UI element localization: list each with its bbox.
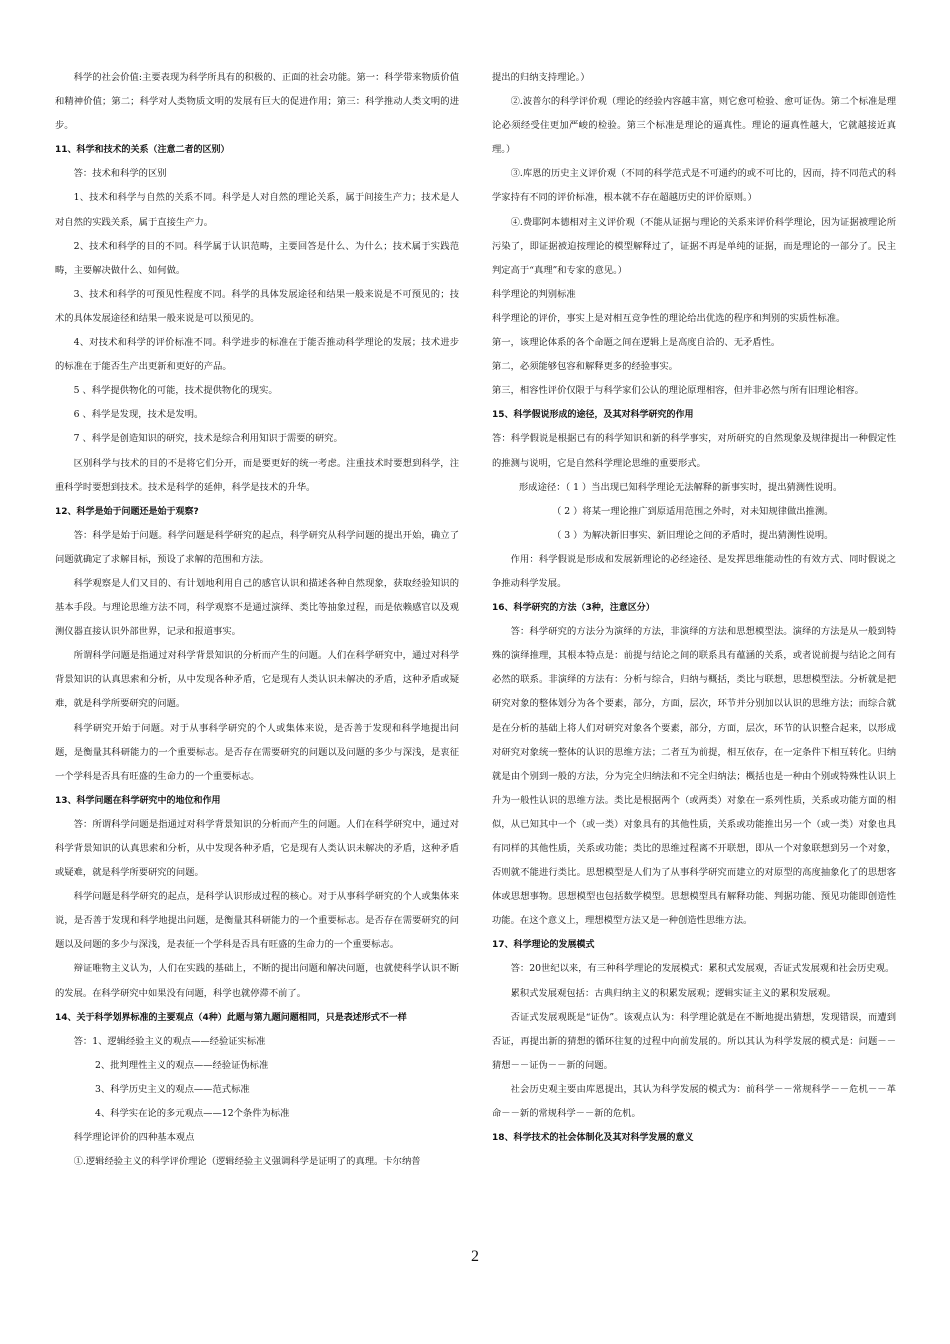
section-heading: 15、科学假说形成的途径，及其对科学研究的作用 bbox=[492, 410, 694, 421]
paragraph: （ 2 ）将某一理论推广到原适用范围之外时，对未知规律做出推测。 bbox=[552, 505, 834, 517]
section-heading: 11、科学和技术的关系（注意二者的区别） bbox=[55, 145, 230, 156]
paragraph: 3、技术和科学的可预见性程度不同。科学的具体发展途径和结果一般来说是不可预见的；技术的具体发展途径和结果一般来说是可以预见的。 bbox=[55, 288, 459, 324]
paragraph: 4、对技术和科学的评价标准不同。科学进步的标准在于能否推动科学理论的发展；技术进步的标准在于能否生产出更新和更好的产品。 bbox=[55, 337, 459, 373]
paragraph: 7 、科学是创造知识的研究，技术是综合利用知识于需要的研究。 bbox=[73, 433, 343, 445]
paragraph: 3、科学历史主义的观点——范式标准 bbox=[95, 1083, 250, 1095]
section-heading: 12、科学是始于问题还是始于观察? bbox=[55, 506, 199, 517]
paragraph: 第三，相容性评价仅限于与科学家们公认的理论原理相容，但并非必然与所有旧理论相容。 bbox=[492, 385, 864, 397]
paragraph: ①.逻辑经验主义的科学评价理论（逻辑经验主义强调科学是证明了的真理。卡尔纳普 bbox=[73, 1156, 421, 1168]
paragraph: 5 、科学提供物化的可能，技术提供物化的现实。 bbox=[73, 385, 278, 397]
paragraph: 答：科学是始于问题。科学问题是科学研究的起点，科学研究从科学问题的提出开始，确立了问题就确定了求解目标，预设了求解的范围和方法。 bbox=[55, 529, 459, 565]
section-heading: 16、科学研究的方法（3种，注意区分） bbox=[492, 603, 655, 614]
paragraph: 1、技术和科学与自然的关系不同。科学是人对自然的理论关系，属于间接生产力；技术是人对自然的实践关系，属于直接生产力。 bbox=[55, 192, 459, 228]
paragraph: 辩证唯物主义认为，人们在实践的基础上，不断的提出问题和解决问题，也就使科学认识不断的发展。在科学研究中如果没有问题，科学也就停滞不前了。 bbox=[55, 963, 459, 999]
paragraph: 第一，该理论体系的各个命题之间在逻辑上是高度自洽的、无矛盾性。 bbox=[492, 337, 781, 349]
paragraph: 2、批判理性主义的观点——经验证伪标准 bbox=[95, 1059, 269, 1071]
paragraph: 科学理论的评价，事实上是对相互竞争性的理论给出优选的程序和判别的实质性标准。 bbox=[492, 312, 846, 324]
paragraph: 否证式发展观既是“证伪”。该观点认为：科学理论就是在不断地提出猜想，发现错误，而遭到否证，再提出新的猜想的循环往复的过程中向前发展的。所以其认为科学发展的模式是：问题－－猜想－－证伪－－新的问题。 bbox=[492, 1011, 896, 1071]
right-column bbox=[492, 66, 896, 1150]
section-heading: 18、科学技术的社会体制化及其对科学发展的意义 bbox=[492, 1133, 694, 1144]
paragraph: 4、科学实在论的多元观点——12个条件为标准 bbox=[95, 1108, 290, 1120]
paragraph: 形成途径：（ 1 ）当出现已知科学理论无法解释的新事实时，提出猜测性说明。 bbox=[519, 481, 843, 493]
paragraph: 区别科学与技术的目的不是将它们分开，而是要更好的统一考虑。注重技术时要想到科学，注重科学时要想到技术。技术是科学的延伸，科学是技术的升华。 bbox=[55, 457, 459, 493]
paragraph: ②.波普尔的科学评价观（理论的经验内容越丰富，则它愈可检验、愈可证伪。第二个标准是理论必须经受住更加严峻的检验。第三个标准是理论的逼真性。理论的逼真性越大，它就越接近真理。） bbox=[492, 96, 896, 156]
paragraph: 答：1、逻辑经验主义的观点——经验证实标准 bbox=[73, 1035, 266, 1047]
paragraph: 社会历史观主要由库恩提出，其认为科学发展的模式为：前科学－－常规科学－－危机－－革命－－新的常规科学－－新的危机。 bbox=[492, 1083, 896, 1120]
section-heading: 14、关于科学划界标准的主要观点（4种）此题与第九题问题相同，只是表述形式不一样 bbox=[55, 1012, 407, 1023]
paragraph: （ 3 ）为解决新旧事实、新旧理论之间的矛盾时，提出猜测性说明。 bbox=[552, 529, 834, 541]
paragraph: 6 、科学是发现，技术是发明。 bbox=[73, 409, 204, 421]
paragraph: 答：所谓科学问题是指通过对科学背景知识的分析而产生的问题。人们在科学研究中，通过对科学背景知识的认真思索和分析，从中发现各种矛盾，它是现有人类认识未解决的矛盾，这种矛盾或疑难，就是科学所要研究的问题。 bbox=[55, 818, 459, 879]
paragraph: 科学问题是科学研究的起点，是科学认识形成过程的核心。对于从事科学研究的个人或集体来说，是否善于发现和科学地提出问题，是衡量其科研能力的一个重要标志。是否存在需要研究的问题以及问题的多少与深浅，是表征一个学科是否具有旺盛的生命力的一个重要标志。 bbox=[55, 891, 459, 951]
paragraph: ④.费耶阿本德相对主义评价观（不能从证据与理论的关系来评价科学理论，因为证据被理论所污染了，即证据被迫按理论的模型解释过了，证据不再是单纯的证据，而是理论的一部分了。民主判定高于“真理”和专家的意见。） bbox=[492, 216, 896, 276]
paragraph: 科学的社会价值:主要表现为科学所具有的积极的、正面的社会功能。第一：科学带来物质价值和精神价值；第二；科学对人类物质文明的发展有巨大的促进作用；第三：科学推动人类文明的进步。 bbox=[55, 72, 459, 132]
paragraph: 作用：科学假说是形成和发展新理论的必经途径、是发挥思维能动性的有效方式、同时假说之争推动科学发展。 bbox=[492, 553, 896, 589]
page-number: 2 bbox=[471, 1248, 479, 1265]
paragraph: 科学理论评价的四种基本观点 bbox=[73, 1132, 195, 1144]
section-heading: 13、科学问题在科学研究中的地位和作用 bbox=[55, 795, 221, 806]
paragraph: 2、技术和科学的目的不同。科学属于认识范畴，主要回答是什么、为什么；技术属于实践范畴，主要解决做什么、如何做。 bbox=[55, 240, 459, 276]
paragraph: 累积式发展观包括：古典归纳主义的积累发展观；逻辑实证主义的累积发展观。 bbox=[510, 987, 836, 999]
paragraph: 所谓科学问题是指通过对科学背景知识的分析而产生的问题。人们在科学研究中，通过对科学背景知识的认真思索和分析，从中发现各种矛盾，它是现有人类认识未解决的矛盾，这种矛盾或疑难，就是科学所要研究的问题。 bbox=[55, 650, 459, 710]
paragraph: 科学研究开始于问题。对于从事科学研究的个人或集体来说，是否善于发现和科学地提出问题，是衡量其科研能力的一个重要标志。是否存在需要研究的问题以及问题的多少与深浅，是衷征一个学科是否具有旺盛的生命力的一个重要标志。 bbox=[55, 722, 459, 782]
paragraph: 答：技术和科学的区别 bbox=[73, 168, 167, 180]
paragraph: 答：科学假说是根据已有的科学知识和新的科学事实，对所研究的自然现象及规律提出一种假定性的推测与说明，它是自然科学理论思维的重要形式。 bbox=[492, 433, 896, 469]
paragraph: 答：20世纪以来，有三种科学理论的发展模式：累积式发展观，否证式发展观和社会历史观。 bbox=[510, 963, 895, 975]
section-heading: 17、科学理论的发展模式 bbox=[492, 940, 595, 951]
paragraph: 提出的归纳支持理论。） bbox=[492, 72, 590, 83]
paragraph: ③.库恩的历史主义评价观（不同的科学范式是不可通约的或不可比的，因而，持不同范式的科学家持有不同的评价标准，根本就不存在超越历史的评价原则。） bbox=[492, 168, 896, 204]
paragraph: 科学理论的判别标准 bbox=[492, 288, 576, 300]
paragraph: 第二，必须能够包容和解释更多的经验事实。 bbox=[492, 361, 678, 373]
paragraph: 答：科学研究的方法分为演绎的方法，非演绎的方法和思想模型法。演绎的方法是从一般到特殊的演绎推理，其根本特点是：前提与结论之间的联系具有蕴涵的关系，或者说前提与结论之间有必然的联系。非演绎的方法有：分析与综合，归纳与概括，类比与联想，思想模型法。分析就是把研究对象的整体划分为各个要素，部分，方面，层次，环节并分别加以认识的思维方法；而综合就是在分析的基础上将人们对研究对象各个要素，部分，方面，层次，环节的认识整合起来，以形成对研究对象统一整体的认识的思维方法；二者互为前提，相互依存，在一定条件下相互转化。归纳就是由个别到一般的方法，分为完全归纳法和不完全归纳法；概括也是一种由个别或特殊性认识上升为一般性认识的思维方法。类比是根据两个（或两类）对象在一系列性质，关系或功能方面的相似，从已知其中一个（或一类）对象具有的其他性质，关系或功能推出另一个（或一类）对象也具有同样的其他性质，关系或功能；类比的思维过程离不开联想，即从一个对象联想到另一个对象，否则就不能进行类比。思想模型是人们为了从事科学研究而建立的对原型的高度抽象化了的思想客体或思想事物。思想模型也包括数学模型。思想模型具有解释功能、判据功能、预见功能即创造性功能。在这个意义上，理想模型方法又是一种创造性思维方法。 bbox=[492, 626, 896, 927]
left-column bbox=[55, 66, 459, 1174]
paragraph: 科学观察是人们又目的、有计划地利用自己的感官认识和描述各种自然现象，获取经验知识的基本手段。与理论思维方法不同，科学观察不是通过演绎、类比等抽象过程，而是依赖感官以及观测仪器直接认识外部世界，记录和报道事实。 bbox=[55, 577, 459, 638]
